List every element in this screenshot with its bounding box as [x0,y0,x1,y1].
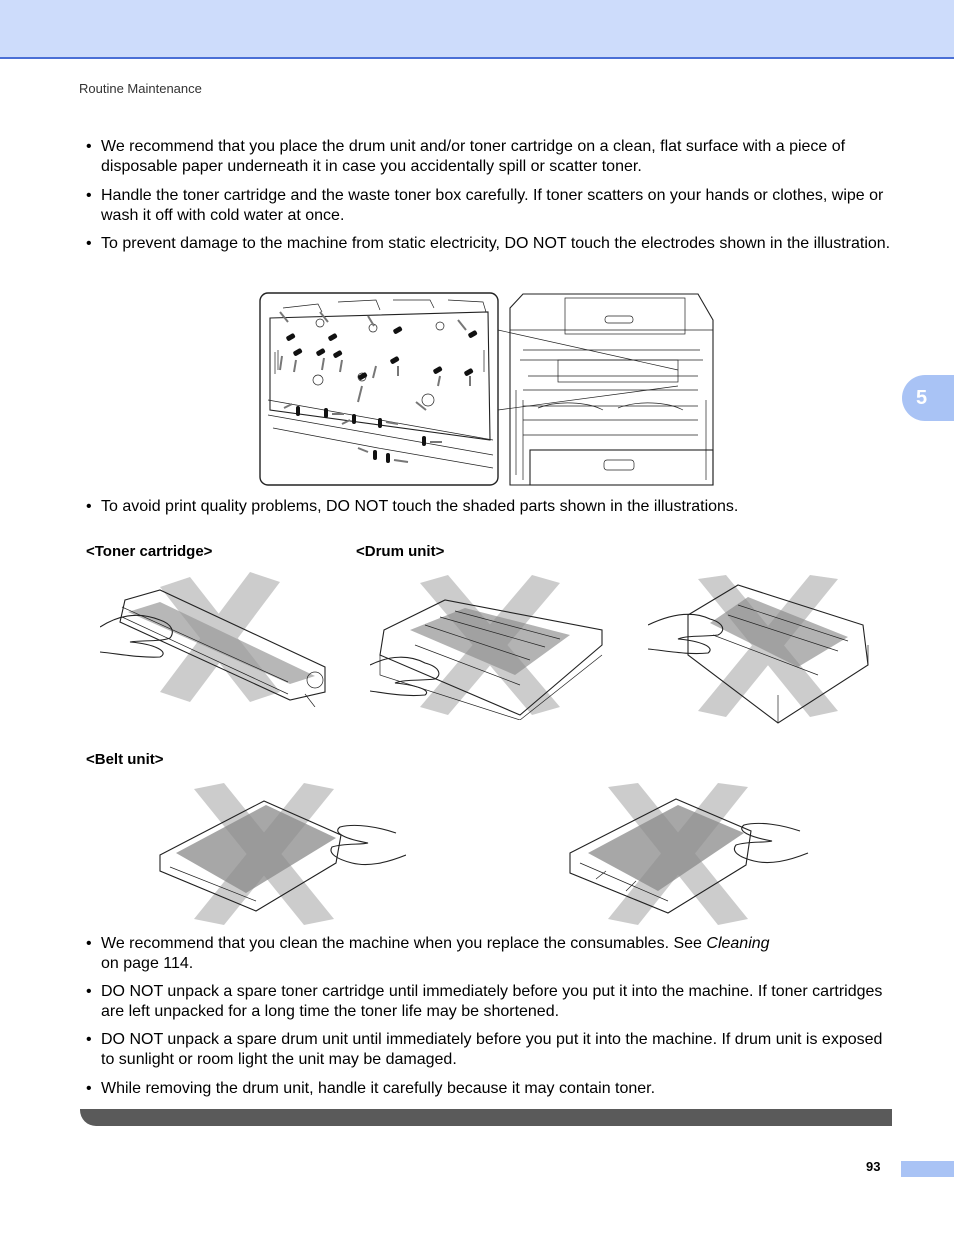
bullet-handle-carefully: • Handle the toner cartridge and the waste toner box carefully. If toner scatters on your hands or clothes, wipe or wash it off with cold water at once. [86,186,892,226]
label-belt-unit: <Belt unit> [86,751,164,768]
clean-text-prefix: We recommend that you clean the machine when you replace the consumables. See [101,935,707,952]
section-end-bar [80,1109,892,1126]
belt-unit-illustration-left [156,783,406,925]
hand-icon [648,614,723,653]
bullet-paper-underneath: • We recommend that you place the drum unit and/or toner cartridge on a clean, flat surface with a piece of disposable paper underneath it in case you accidentally spill or scatter toner. [86,137,892,177]
electrodes-illustration [258,290,718,488]
hand-icon [734,823,808,862]
drum-unit-illustration-right [648,575,873,725]
bullet-spare-toner: • DO NOT unpack a spare toner cartridge until immediately before you put it into the machine. If toner cartridges are left unpacked for a long time the toner life may be shortened. [86,982,892,1022]
page-tab [901,1161,954,1177]
label-toner-cartridge: <Toner cartridge> [86,543,213,560]
cleaning-link[interactable]: Cleaning [706,935,770,952]
toner-cartridge-illustration [100,572,332,707]
bullet-clean-machine [86,934,892,974]
belt-unit-illustration-right [566,783,811,925]
clean-text-suffix: on page 114. [101,955,194,972]
page-number: 93 [866,1159,881,1174]
bullet-drum-removal: • While removing the drum unit, handle it carefully because it may contain toner. [86,1079,892,1099]
chapter-tab[interactable]: 5 [902,375,954,421]
label-drum-unit: <Drum unit> [356,543,445,560]
running-head: Routine Maintenance [79,81,202,96]
drum-unit-illustration-left [370,575,606,720]
header-band [0,0,954,59]
bullet-static-electricity: • To prevent damage to the machine from static electricity, DO NOT touch the electrodes shown in the illustration. [86,234,892,254]
hand-icon [331,825,406,864]
bullet-shaded-parts: • To avoid print quality problems, DO NOT touch the shaded parts shown in the illustrations. [86,497,892,517]
bullet-spare-drum: • DO NOT unpack a spare drum unit until immediately before you put it into the machine. If drum unit is exposed to sunlight or room light the unit may be damaged. [86,1030,892,1070]
